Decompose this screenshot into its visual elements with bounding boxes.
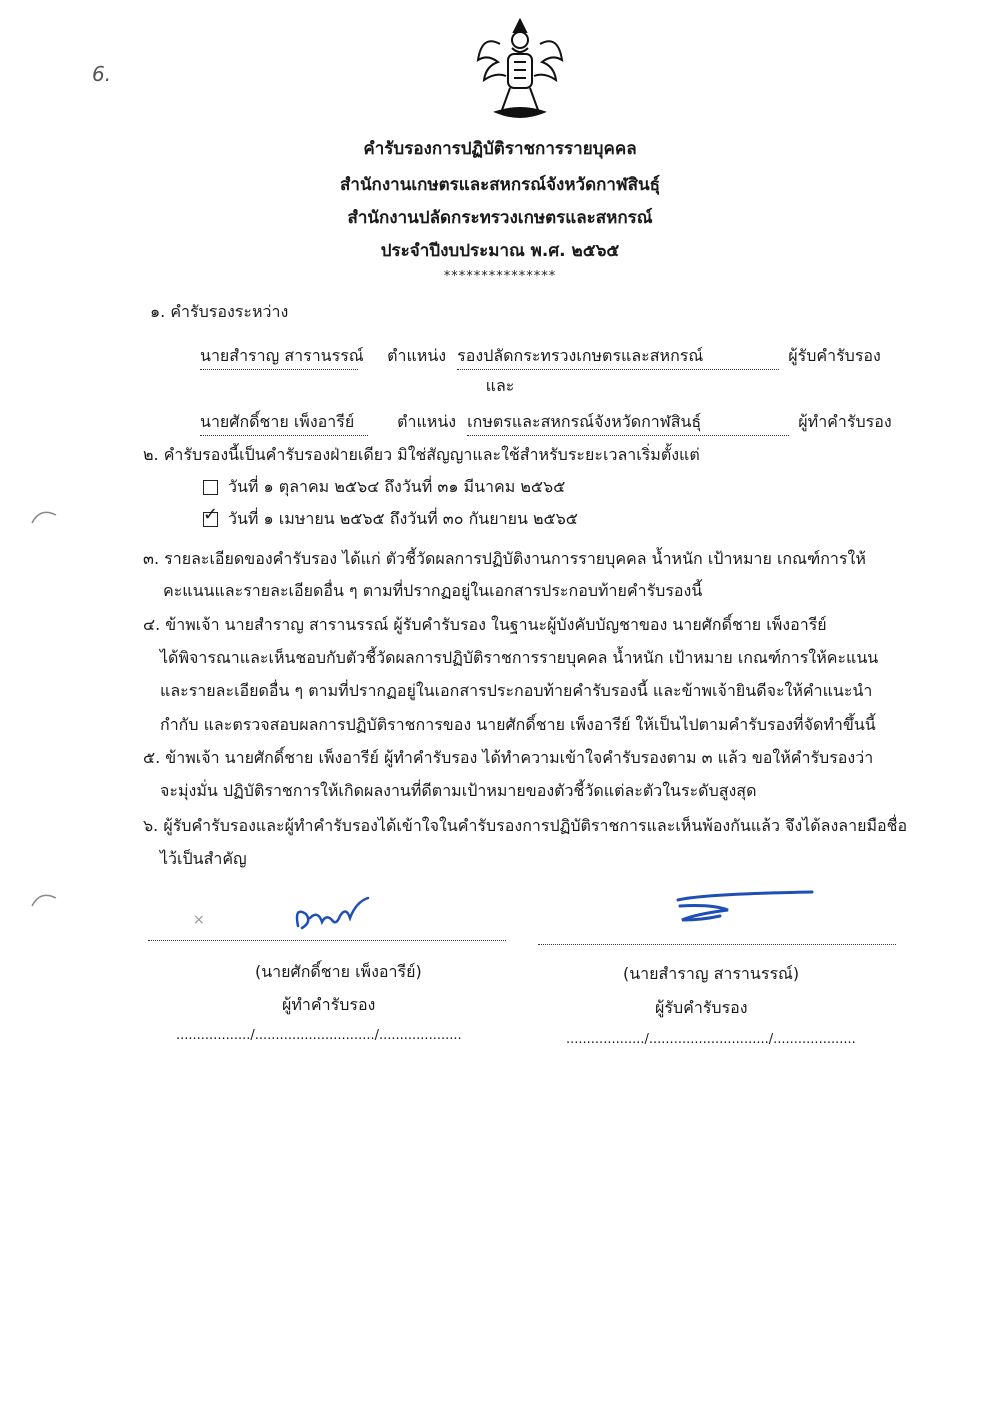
fiscal-year: ประจำปีงบประมาณ พ.ศ. ๒๕๖๕ [380, 241, 620, 261]
sig-left-role: ผู้ทำคำรับรอง [282, 995, 376, 1014]
sec6-line-1: ๖. ผู้รับคำรับรองและผู้ทำคำรับรองได้เข้าใจในคำรับรองการปฏิบัติราชการและเห็นพ้องกันแล้ว จึงได้ลงลายมือชื่อ [143, 816, 908, 835]
signature-line-right [538, 943, 896, 945]
party2-position-label: ตำแหน่ง [397, 412, 457, 431]
header-divider: *************** [443, 269, 557, 284]
party2-row [200, 410, 892, 436]
sec5-line-1: ๕. ข้าพเจ้า นายศักดิ์ชาย เพ็งอารีย์ ผู้ทำคำรับรอง ได้ทำความเข้าใจคำรับรองตาม ๓ แล้ว ขอให้คำรับรองว่า [143, 748, 874, 767]
party2-position: เกษตรและสหกรณ์จังหวัดกาฬสินธุ์ [467, 410, 789, 436]
party2-name: นายศักดิ์ชาย เพ็งอารีย์ [200, 410, 368, 436]
party1-position-label: ตำแหน่ง [387, 346, 447, 365]
party1-name: นายสำราญ สารานรรณ์ [200, 344, 358, 370]
sec1-heading: ๑. คำรับรองระหว่าง [150, 302, 289, 321]
sec1-and: และ [485, 376, 515, 395]
signature-right [672, 890, 817, 930]
sec3-line-1: ๓. รายละเอียดของคำรับรอง ได้แก่ ตัวชี้วัดผลการปฏิบัติงานการรายบุคคล น้ำหนัก เป้าหมาย เกณฑ์การให้ [143, 549, 866, 568]
party1-role: ผู้รับคำรับรอง [788, 346, 881, 365]
checkbox-option-1[interactable] [203, 480, 218, 495]
sec4-line-2: ได้พิจารณาและเห็นชอบกับตัวชี้วัดผลการปฏิบัติราชการรายบุคคล น้ำหนัก เป้าหมาย เกณฑ์การให้คะแนน [160, 648, 879, 667]
party2-role: ผู้ทำคำรับรอง [798, 412, 892, 431]
sec3-line-2: คะแนนและรายละเอียดอื่น ๆ ตามที่ปรากฏอยู่ในเอกสารประกอบท้ายคำรับรองนี้ [163, 581, 703, 600]
sec4-line-4: กำกับ และตรวจสอบผลการปฏิบัติราชการของ นายศักดิ์ชาย เพ็งอารีย์ ให้เป็นไปตามคำรับรองที่จัดทำขึ้นนี้ [160, 715, 876, 734]
signature-line-left [148, 939, 506, 941]
sec2-option-1[interactable] [203, 475, 565, 500]
scan-mark [30, 505, 60, 525]
party1-row [200, 344, 881, 370]
sec2-option-2[interactable] [203, 504, 578, 532]
signature-left [288, 896, 378, 936]
sec4-line-3: และรายละเอียดอื่น ๆ ตามที่ปรากฏอยู่ในเอกสารประกอบท้ายคำรับรองนี้ และข้าพเจ้ายินดีจะให้คำแนะนำ [160, 681, 873, 700]
party1-position: รองปลัดกระทรวงเกษตรและสหกรณ์ [457, 344, 779, 370]
garuda-emblem-icon [470, 14, 570, 126]
check-icon: ✓ [203, 504, 219, 525]
sig-right-date: .................../............................./.................... [566, 1032, 856, 1047]
checkbox-option-2[interactable] [203, 504, 219, 527]
org-line-2: สำนักงานปลัดกระทรวงเกษตรและสหกรณ์ [347, 208, 653, 228]
option-1-label: วันที่ ๑ ตุลาคม ๒๕๖๔ ถึงวันที่ ๓๑ มีนาคม ๒๕๖๕ [228, 477, 566, 496]
scan-mark [30, 888, 60, 908]
margin-note: 6. [92, 62, 112, 86]
document-title: คำรับรองการปฏิบัติราชการรายบุคคล [363, 139, 637, 159]
sig-right-name: (นายสำราญ สารานรรณ์) [623, 964, 800, 983]
sec2-text: ๒. คำรับรองนี้เป็นคำรับรองฝ่ายเดียว มิใช่สัญญาและใช้สำหรับระยะเวลาเริ่มตั้งแต่ [143, 445, 700, 464]
sig-left-date: ................../............................./.................... [176, 1028, 462, 1043]
sig-right-role: ผู้รับคำรับรอง [655, 998, 748, 1017]
page: 6. คำรับรองการปฏิบัติราชการรายบุคคล สำนักงานเกษตรและสหกรณ์จังหวัดกาฬสินธุ์ สำนักงานปลัดกระทรวงเกษตรและสหกรณ์ ประจำปีงบประมาณ พ.ศ. ๒๕๖๕ *************** ๑. คำรับรองระหว่าง นายสำราญ สารานรรณ์ ตำแหน่ง รองปลัดกระทรวงเกษตรและสหกรณ์ ผู้รับคำรับรอง และ นายศักดิ์ชาย เพ็งอารีย์ ตำแหน่ง เกษตรและสหกรณ์จังหวัดกาฬสินธุ์ ผู้ทำคำรับรอง ๒. คำรับรองนี้เป็นคำรับรองฝ่ายเดียว มิใช่สัญญาและใช้สำหรับระยะเวลาเริ่มตั้งแต่ วันที่ ๑ ตุลาคม ๒๕๖๔ ถึงวันที่ ๓๑ มีนาคม ๒๕๖๕ ✓ วันที่ ๑ เมษายน ๒๕๖๕ ถึงวันที่ ๓๐ กันยายน ๒๕๖๕ ๓. รายละเอียดของคำรับรอง ได้แก่ ตัวชี้วัดผลการปฏิบัติงานการรายบุคคล น้ำหนัก เป้าหมาย เกณฑ์การให้ คะแนนและรายละเอียดอื่น ๆ ตามที่ปรากฏอยู่ในเอกสารประกอบท้ายคำรับรองนี้ ๔. ข้าพเจ้า นายสำราญ สารานรรณ์ ผู้รับคำรับรอง ในฐานะผู้บังคับบัญชาของ นายศักดิ์ชาย เพ็งอารีย์ ได้พิจารณาและเห็นชอบกับตัวชี้วัดผลการปฏิบัติราชการรายบุคคล น้ำหนัก เป้าหมาย เกณฑ์การให้คะแนน และรายละเอียดอื่น ๆ ตามที่ปรากฏอยู่ในเอกสารประกอบท้ายคำรับรองนี้ และข้าพเจ้ายินดีจะให้คำแนะนำ กำกับ และตรวจสอบผลการปฏิบัติราชการของ นายศักดิ์ชาย เพ็งอารีย์ ให้เป็นไปตามคำรับรองที่จัดทำขึ้นนี้ ๕. ข้าพเจ้า นายศักดิ์ชาย เพ็งอารีย์ ผู้ทำคำรับรอง ได้ทำความเข้าใจคำรับรองตาม ๓ แล้ว ขอให้คำรับรองว่า จะมุ่งมั่น ปฏิบัติราชการให้เกิดผลงานที่ดีตามเป้าหมายของตัวชี้วัดแต่ละตัวในระดับสูงสุด ๖. ผู้รับคำรับรองและผู้ทำคำรับรองได้เข้าใจในคำรับรองการปฏิบัติราชการและเห็นพ้องกันแล้ว จึงได้ลงลายมือชื่อ ไว้เป็นสำคัญ × (นายศักดิ์ชาย เพ็งอารีย์) ผู้ทำคำรับรอง ................../............................./.................... (นายสำราญ สารานรรณ์) ผู้รับคำรับรอง .................../............................./.................... [0, 0, 1000, 1426]
option-2-label: วันที่ ๑ เมษายน ๒๕๖๕ ถึงวันที่ ๓๐ กันยายน ๒๕๖๕ [228, 509, 578, 528]
sig-left-name: (นายศักดิ์ชาย เพ็งอารีย์) [255, 962, 422, 981]
sec5-line-2: จะมุ่งมั่น ปฏิบัติราชการให้เกิดผลงานที่ดีตามเป้าหมายของตัวชี้วัดแต่ละตัวในระดับสูงสุด [160, 781, 757, 800]
sec6-line-2: ไว้เป็นสำคัญ [160, 849, 247, 868]
sec4-line-1: ๔. ข้าพเจ้า นายสำราญ สารานรรณ์ ผู้รับคำรับรอง ในฐานะผู้บังคับบัญชาของ นายศักดิ์ชาย เพ็งอารีย์ [143, 615, 827, 634]
org-line-1: สำนักงานเกษตรและสหกรณ์จังหวัดกาฬสินธุ์ [340, 175, 660, 195]
